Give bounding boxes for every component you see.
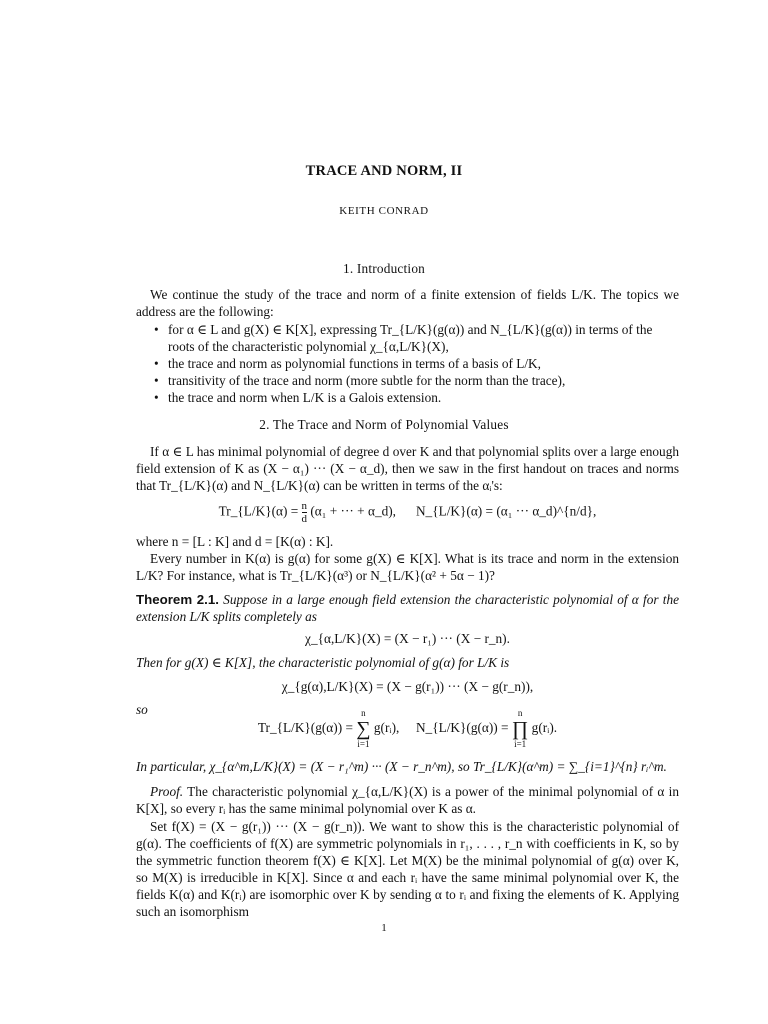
section-heading-polynomial-values: 2. The Trace and Norm of Polynomial Values xyxy=(259,417,509,432)
theorem-label: Theorem 2.1. xyxy=(136,592,219,607)
equation-trace-norm: Tr_{L/K}(α) = $\frac{n}{d}$ (α₁ + ··· + α_d), N_{L/K}(α) = (α₁ ··· α_d)^{n/d}, xyxy=(218,500,597,525)
list-item: • transitivity of the trace and norm (more subtle for the norm than the trace), xyxy=(154,373,566,388)
equation-char-poly-g: χ_{g(α),L/K}(X) = (X − g(r₁)) ··· (X − g(r_n)), xyxy=(281,679,534,694)
theorem-so-word: so xyxy=(136,702,148,717)
bullet-icon: • xyxy=(154,373,159,388)
proof-paragraph-1: Proof. The characteristic polynomial χ_{α,L/K}(X) is a power of the minimal polynomial of α in K[X], so every rᵢ has the same minimal polynomial over K as α. xyxy=(136,784,679,816)
author-name: KEITH CONRAD xyxy=(339,205,429,217)
theorem-then-line: Then for g(X) ∈ K[X], the characteristic polynomial of g(α) for L/K is xyxy=(136,655,510,670)
theorem-2-1-statement: Theorem 2.1. Suppose in a large enough field extension the characteristic polynomial of α for the extension L/K splits completely as xyxy=(136,592,680,624)
where-line: where n = [L : K] and d = [K(α) : K]. xyxy=(136,534,334,549)
section2-paragraph-2: Every number in K(α) is g(α) for some g(X) ∈ K[X]. What is its trace and norm in the extension L/K? For instance, what is Tr_{L/K}(α³) or N_{L/K}(α² + 5α − 1)? xyxy=(136,551,679,583)
list-item: • the trace and norm as polynomial functions in terms of a basis of L/K, xyxy=(154,356,541,371)
section2-paragraph-1: If α ∈ L has minimal polynomial of degree d over K and that polynomial splits over a large enough field extension of K as (X − α₁) ··· (X − α_d), then we saw in the first handout on traces and norms that Tr_{L/K}(α) and N_{L/K}(α) can be written in terms of the αᵢ's: xyxy=(136,444,679,493)
topic-list xyxy=(152,321,679,406)
bullet-icon: • xyxy=(154,356,159,371)
equation-sum-product: Tr_{L/K}(g(α)) = n ∑ i=1 g(rᵢ), N_{L/K}(g(α)) = n ∏ i=1 g(rᵢ). xyxy=(257,708,558,749)
proof-paragraph-2: Set f(X) = (X − g(r₁)) ··· (X − g(r_n)). We want to show this is the characteristic polynomial of g(α). The coefficients of f(X) are symmetric polynomials in r₁, . . . , r_n with coefficients in K, so by the symmetric function theorem f(X) ∈ K[X]. Let M(X) be the minimal polynomial of g(α) over K, so M(X) is irreducible in K[X]. Since α and each rᵢ have the same minimal polynomial over K, the fields K(α) and K(rᵢ) are isomorphic over K by sending α to rᵢ and fixing the elements of K. Applying such an isomorphism xyxy=(136,819,679,919)
theorem-particular-case: In particular, χ_{α^m,L/K}(X) = (X − r₁^m) ··· (X − r_n^m), so Tr_{L/K}(α^m) = ∑_{i=1}^{n} rᵢ^m. xyxy=(136,759,667,774)
list-item: • for α ∈ L and g(X) ∈ K[X], expressing Tr_{L/K}(g(α)) and N_{L/K}(g(α)) in terms of the roots of the characteristic polynomial χ_{α,L/K}(X), xyxy=(154,322,653,354)
page-number: 1 xyxy=(381,922,387,934)
section-heading-introduction: 1. Introduction xyxy=(342,261,426,276)
intro-paragraph: We continue the study of the trace and norm of a finite extension of fields L/K. The topics we address are the following: xyxy=(136,287,679,319)
fraction-n-over-d: $\frac{n}{d}$ xyxy=(301,500,308,525)
equation-char-poly: χ_{α,L/K}(X) = (X − r₁) ··· (X − r_n). xyxy=(305,631,510,646)
sum-operator: n ∑ i=1 xyxy=(356,708,371,749)
list-item: • the trace and norm when L/K is a Galois extension. xyxy=(154,390,442,405)
bullet-icon: • xyxy=(154,322,159,337)
proof-label: Proof. xyxy=(150,784,184,799)
product-operator: n ∏ i=1 xyxy=(511,708,529,749)
bullet-icon: • xyxy=(154,390,159,405)
paper-title: TRACE AND NORM, II xyxy=(305,163,463,179)
